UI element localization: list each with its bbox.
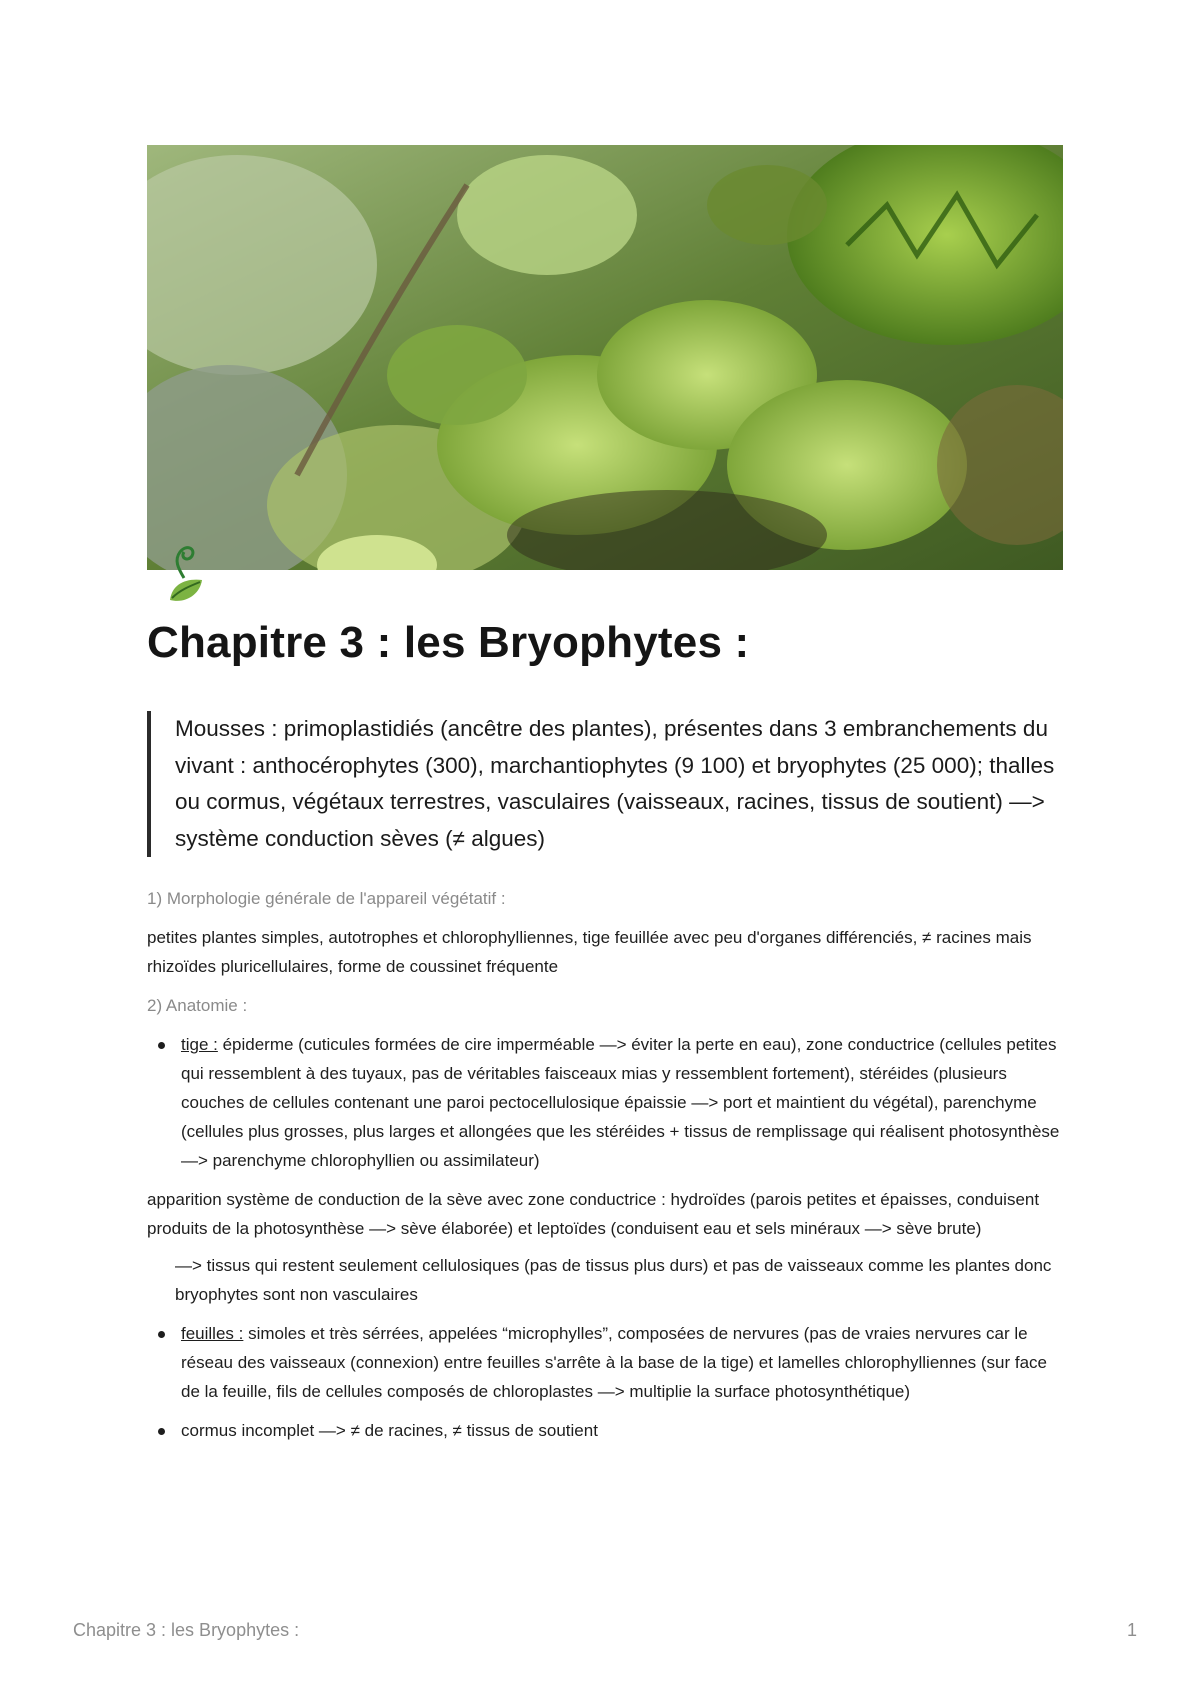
- cover-image: [147, 145, 1063, 570]
- callout-quote: [147, 711, 1063, 857]
- anatomie-list-2: [147, 1319, 1063, 1445]
- list-item-tige: [147, 1030, 1063, 1175]
- page-number: 1: [1126, 1620, 1137, 1640]
- page-title: Chapitre 3 : les Bryophytes :: [147, 618, 750, 667]
- conduction-paragraph: apparition système de conduction de la sève avec zone conductrice : hydroïdes (parois petites et épaisses, conduisent produits de la photosynthèse —> sève élaborée) et leptoïdes (conduisent eau et sels minéraux —> sève brute): [147, 1190, 1040, 1238]
- tige-label: tige :: [181, 1035, 218, 1054]
- leaf-sprout-icon: [160, 538, 210, 608]
- moss-photo-icon: [147, 145, 1063, 570]
- feuilles-label: feuilles :: [181, 1324, 244, 1343]
- section-heading-anatomie: 2) Anatomie :: [147, 996, 248, 1015]
- list-item-feuilles: [147, 1319, 1063, 1406]
- page-content: [147, 884, 1063, 1445]
- footer-title: Chapitre 3 : les Bryophytes :: [73, 1620, 300, 1640]
- cormus-text: cormus incomplet —> ≠ de racines, ≠ tissus de soutient: [181, 1421, 598, 1440]
- conduction-subparagraph: —> tissus qui restent seulement cellulosiques (pas de tissus plus durs) et pas de vaisseaux comme les plantes donc bryophytes sont non vasculaires: [175, 1256, 1052, 1304]
- feuilles-text: simoles et très sérrées, appelées “microphylles”, composées de nervures (pas de vraies nervures car le réseau des vaisseaux (connexion) entre feuilles s'arrête à la base de la tige) et lamelles chlorophylliennes (sur face de la feuille, fils de cellules composés de chloroplastes —> multiplie la surface photosynthétique): [181, 1324, 1047, 1401]
- anatomie-list: [147, 1030, 1063, 1175]
- list-item-cormus: [147, 1416, 1063, 1445]
- morphologie-paragraph: petites plantes simples, autotrophes et chlorophylliennes, tige feuillée avec peu d'organes différenciés, ≠ racines mais rhizoïdes pluricellulaires, forme de coussinet fréquente: [147, 928, 1032, 976]
- tige-text: épiderme (cuticules formées de cire imperméable —> éviter la perte en eau), zone conductrice (cellules petites qui ressemblent à des tuyaux, pas de véritables faisceaux mias y ressemblent fortement), stéréides (plusieurs couches de cellules contenant une paroi pectocellulosique épaissie —> port et maintient du végétal), parenchyme (cellules plus grosses, plus larges et allongées que les stéréides + tissus de remplissage qui réalisent photosynthèse —> parenchyme chlorophyllien ou assimilateur): [181, 1035, 1060, 1170]
- callout-text: Mousses : primoplastidiés (ancêtre des plantes), présentes dans 3 embranchements du vivant : anthocérophytes (300), marchantiophytes (9 100) et bryophytes (25 000); thalles ou cormus, végétaux terrestres, vasculaires (vaisseaux, racines, tissus de soutient) —> système conduction sèves (≠ algues): [175, 716, 1055, 851]
- section-heading-morphologie: 1) Morphologie générale de l'appareil végétatif :: [147, 889, 506, 908]
